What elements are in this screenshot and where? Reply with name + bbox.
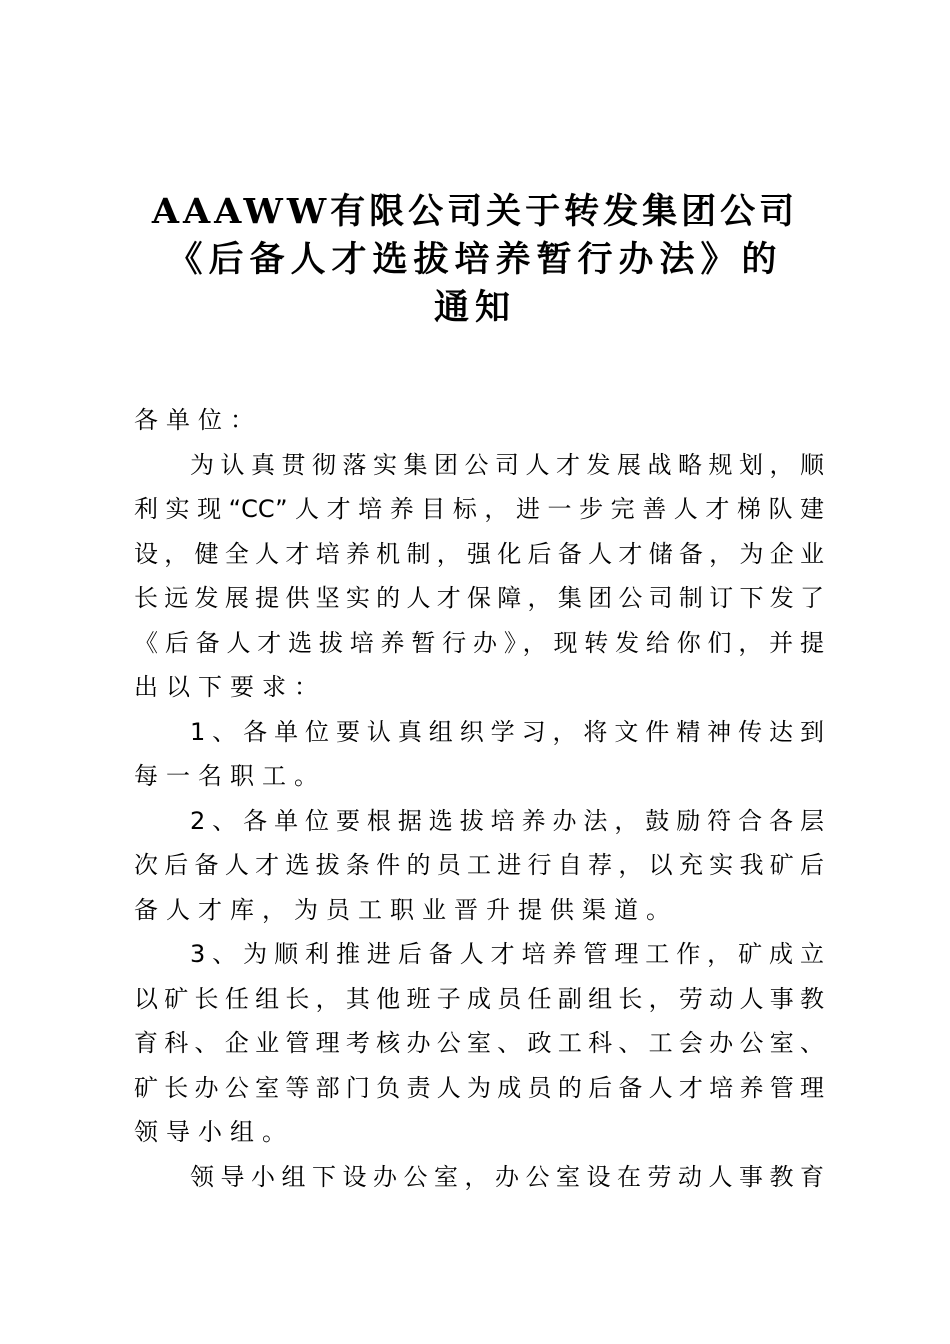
body-line: 每一名职工。 [134, 762, 326, 790]
body-line: 2、各单位要根据选拔培养办法，鼓励符合各层 [190, 806, 824, 835]
body-line: 长远发展提供坚实的人才保障，集团公司制订下发了 [134, 584, 824, 612]
body-line: 以矿长任组长，其他班子成员任副组长，劳动人事教 [134, 984, 824, 1013]
body-line: 备人才库，为员工职业晋升提供渠道。 [134, 895, 678, 924]
body-line: 《后备人才选拔培养暂行办》，现转发给你们，并提 [134, 628, 824, 657]
title-line-3: 通知 [433, 287, 516, 328]
document-title [120, 188, 830, 332]
body-line: 利实现“CC”人才培养目标，进一步完善人才梯队建 [134, 495, 824, 523]
body-line: 设，健全人才培养机制，强化后备人才储备，为企业 [134, 539, 824, 568]
document-body [134, 398, 824, 1199]
body-line: 领导小组下设办公室，办公室设在劳动人事教育 [190, 1162, 824, 1191]
body-line: 次后备人才选拔条件的员工进行自荐，以充实我矿后 [134, 851, 824, 879]
body-line: 3、为顺利推进后备人才培养管理工作，矿成立 [190, 940, 824, 968]
salutation: 各单位： [134, 406, 262, 434]
body-line: 为认真贯彻落实集团公司人才发展战略规划，顺 [190, 450, 824, 479]
body-line: 1、各单位要认真组织学习，将文件精神传达到 [190, 717, 824, 746]
title-line-1: AAAWW有限公司关于转发集团公司 [151, 191, 799, 232]
body-line: 出以下要求： [134, 673, 326, 701]
body-line: 育科、企业管理考核办公室、政工科、工会办公室、 [134, 1029, 824, 1057]
title-line-2: 《后备人才选拔培养暂行办法》的 [167, 239, 783, 280]
body-line: 领导小组。 [134, 1118, 294, 1146]
body-line: 矿长办公室等部门负责人为成员的后备人才培养管理 [134, 1073, 824, 1102]
